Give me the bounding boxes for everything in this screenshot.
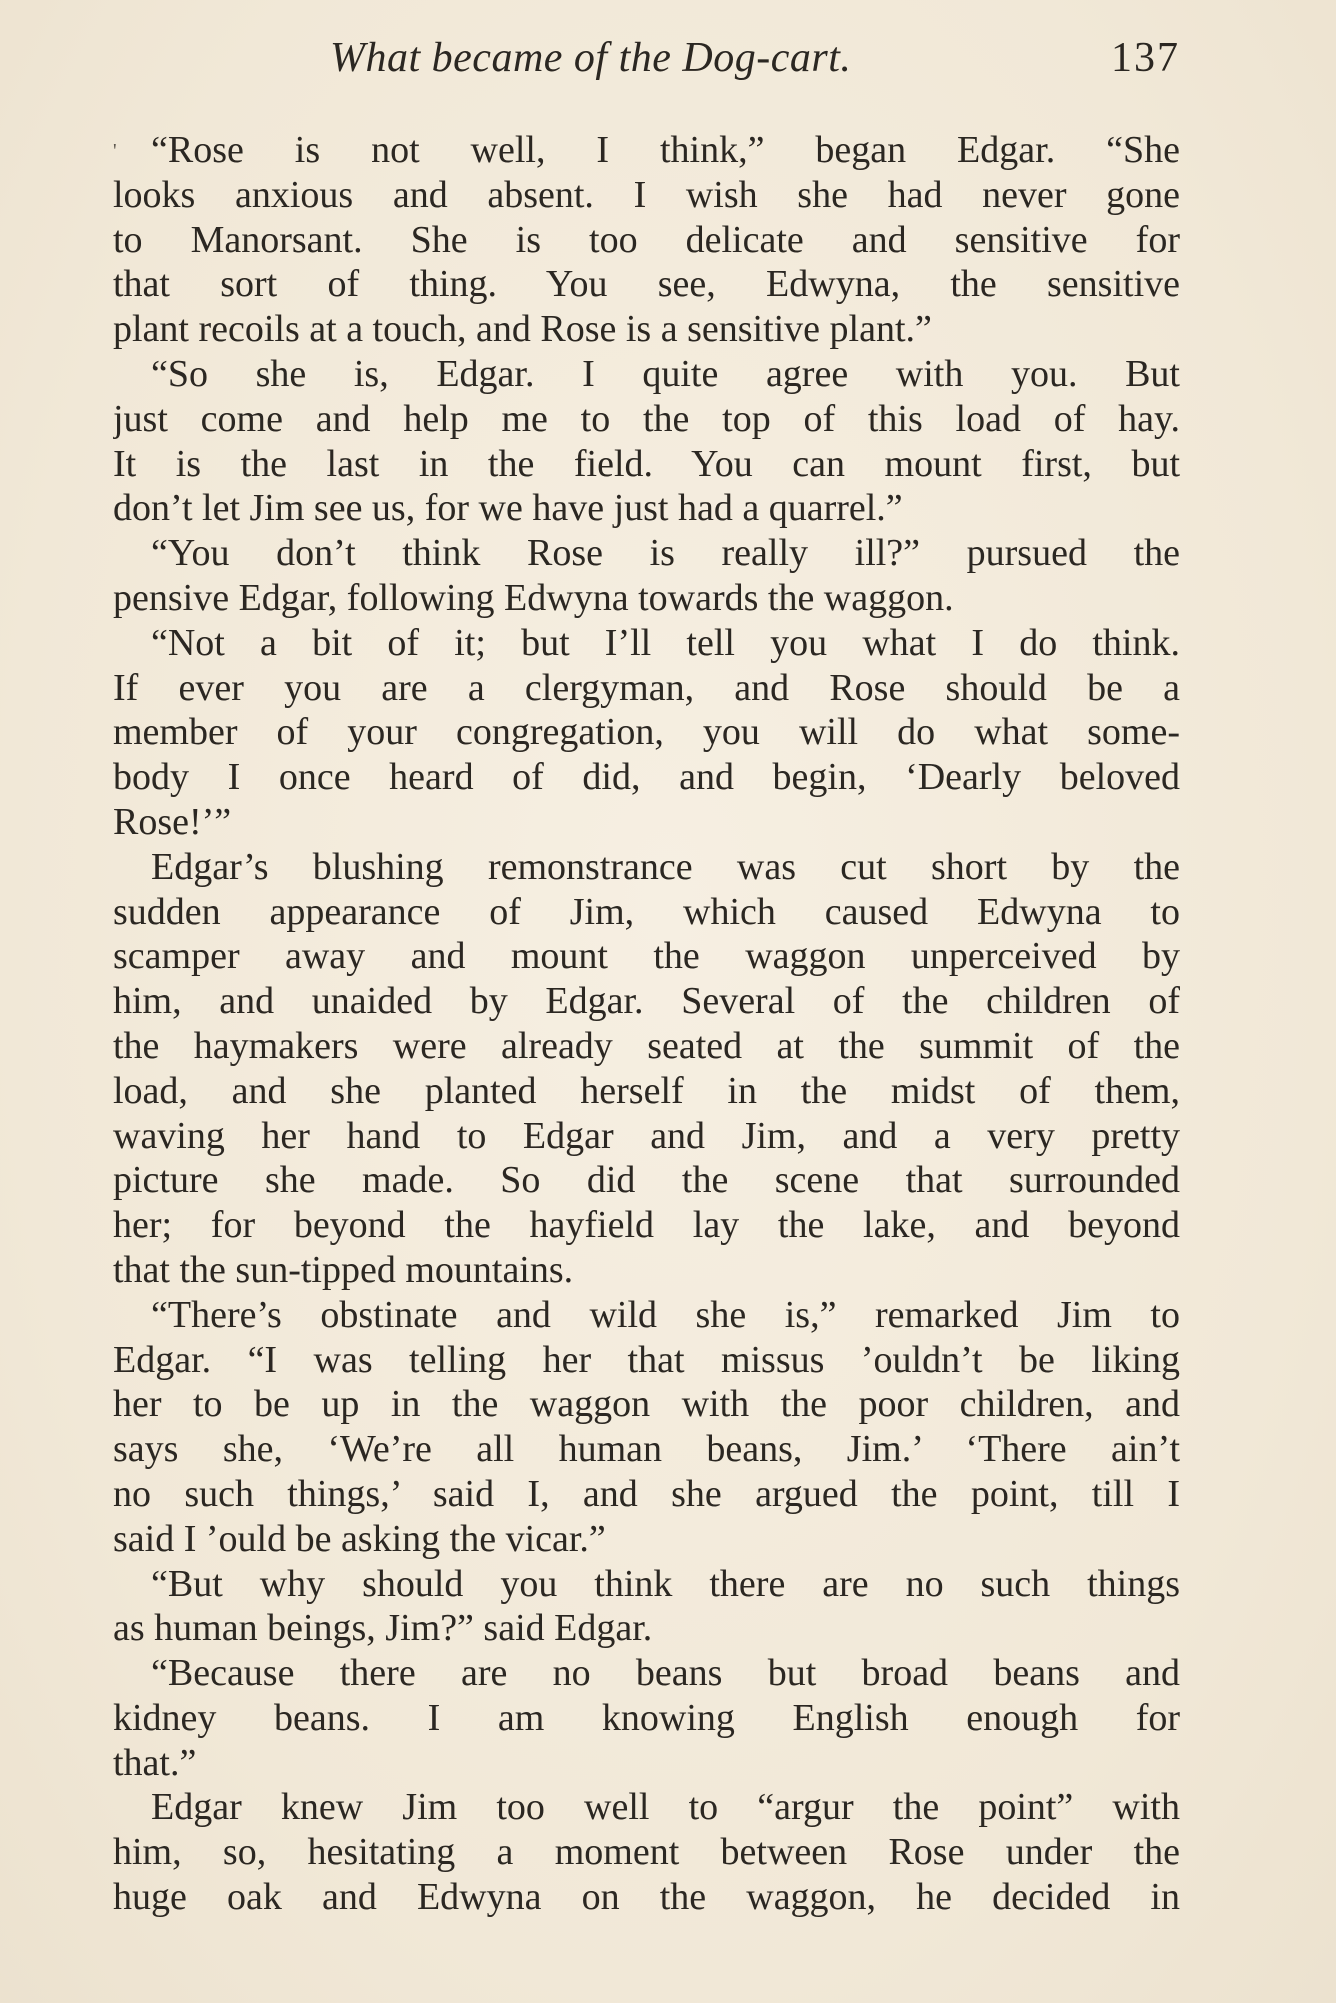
text-line: plant recoils at a touch, and Rose is a sensitive plant.” [113, 308, 932, 351]
text-line: “But why should you think there are no such things [151, 1562, 1180, 1605]
text-line: body I once heard of did, and begin, ‘Dearly beloved [113, 756, 1180, 799]
text-line: as human beings, Jim?” said Edgar. [113, 1607, 653, 1650]
text-line: don’t let Jim see us, for we have just had a quarrel.” [113, 487, 903, 530]
text-line: “There’s obstinate and wild she is,” remarked Jim to [151, 1293, 1180, 1336]
text-line: said I ’ould be asking the vicar.” [113, 1517, 606, 1560]
text-line: waving her hand to Edgar and Jim, and a very pretty [113, 1114, 1180, 1157]
text-line: “Because there are no beans but broad beans and [151, 1652, 1180, 1695]
text-line: Edgar’s blushing remonstrance was cut short by the [151, 845, 1180, 888]
text-line: to Manorsant. She is too delicate and sensitive for [113, 218, 1180, 261]
text-line: sudden appearance of Jim, which caused Edwyna to [113, 890, 1180, 933]
text-line: picture she made. So did the scene that surrounded [113, 1159, 1180, 1202]
text-line: If ever you are a clergyman, and Rose should be a [113, 666, 1180, 709]
text-line: her; for beyond the hayfield lay the lake, and beyond [113, 1204, 1180, 1247]
text-line: the haymakers were already seated at the summit of the [113, 1024, 1180, 1067]
text-line: her to be up in the waggon with the poor children, and [113, 1383, 1180, 1426]
text-line: that sort of thing. You see, Edwyna, the sensitive [113, 263, 1180, 306]
body-text [113, 128, 1180, 1920]
text-line: Edgar knew Jim too well to “argur the point” with [151, 1786, 1180, 1829]
text-line: no such things,’ said I, and she argued the point, till I [113, 1472, 1180, 1515]
text-line: load, and she planted herself in the midst of them, [113, 1069, 1180, 1112]
text-line: just come and help me to the top of this load of hay. [113, 397, 1180, 440]
text-line: pensive Edgar, following Edwyna towards the waggon. [113, 576, 954, 619]
running-title: What became of the Dog-cart. [330, 35, 852, 81]
stray-print-mark: ' [113, 140, 117, 162]
page-number: 137 [1111, 35, 1180, 81]
text-line: says she, ‘We’re all human beans, Jim.’ ‘There ain’t [113, 1428, 1180, 1471]
text-line: kidney beans. I am knowing English enough for [113, 1696, 1180, 1739]
text-line: “You don’t think Rose is really ill?” pursued the [151, 532, 1180, 575]
text-line: looks anxious and absent. I wish she had never gone [113, 173, 1180, 216]
text-line: him, and unaided by Edgar. Several of the children of [113, 980, 1180, 1023]
text-line: him, so, hesitating a moment between Rose under the [113, 1831, 1180, 1874]
text-line: scamper away and mount the waggon unperceived by [113, 935, 1180, 978]
text-line: huge oak and Edwyna on the waggon, he decided in [113, 1876, 1180, 1919]
text-line: “Not a bit of it; but I’ll tell you what I do think. [151, 621, 1180, 664]
text-line: It is the last in the field. You can mount first, but [113, 442, 1180, 485]
text-line: member of your congregation, you will do what some- [113, 711, 1180, 754]
text-line: “So she is, Edgar. I quite agree with you. But [151, 352, 1180, 395]
running-head [330, 28, 1180, 88]
text-line: Edgar. “I was telling her that missus ’ouldn’t be liking [113, 1338, 1180, 1381]
text-line: “Rose is not well, I think,” began Edgar. “She [151, 129, 1180, 171]
text-line: that the sun-tipped mountains. [113, 1248, 574, 1291]
text-line: that.” [113, 1741, 197, 1784]
text-line: Rose!’” [113, 800, 232, 843]
